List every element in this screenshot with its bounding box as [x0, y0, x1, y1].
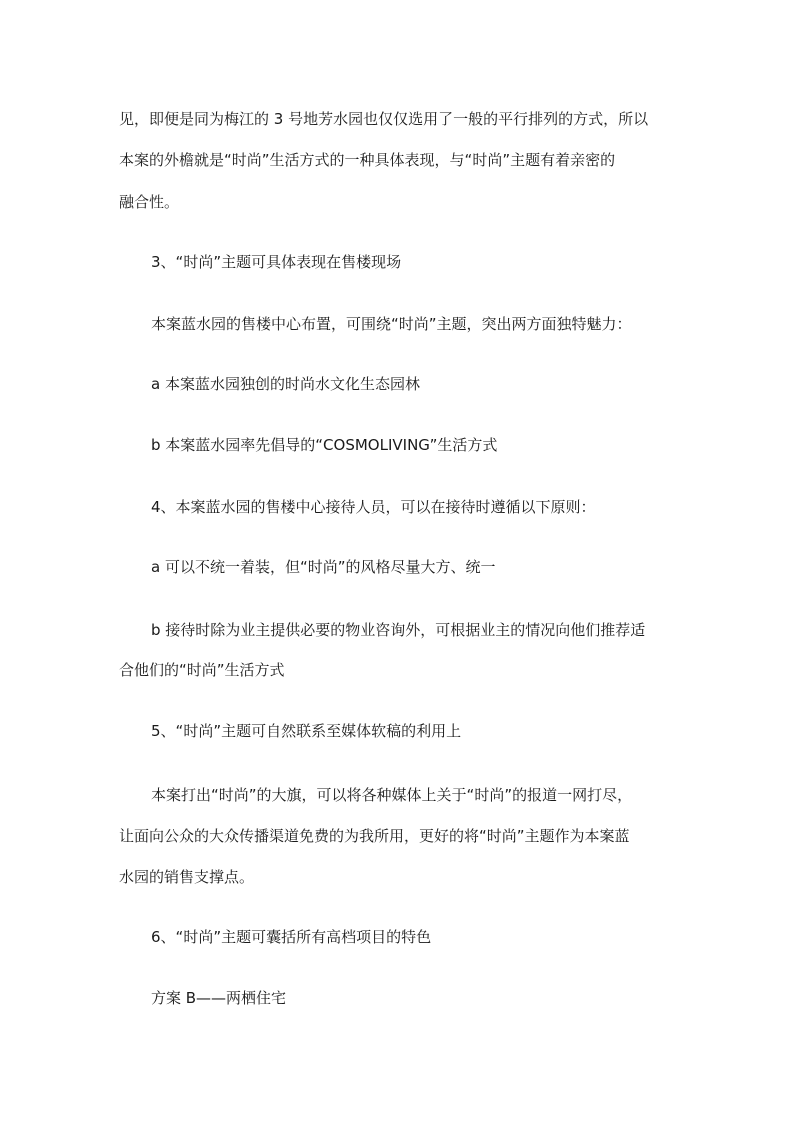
list-item: b 本案蓝水园率先倡导的“COSMOLIVING”生活方式 — [151, 436, 498, 454]
paragraph-line: 本案蓝水园的售楼中心布置，可围绕“时尚”主题，突出两方面独特魅力： — [151, 315, 632, 333]
section-heading: 6、“时尚”主题可囊括所有高档项目的特色 — [151, 928, 432, 946]
paragraph-line: 融合性。 — [119, 193, 180, 211]
paragraph-line: 水园的销售支撑点。 — [119, 868, 255, 886]
list-item-continuation: 合他们的“时尚”生活方式 — [119, 661, 285, 679]
section-heading: 4、本案蓝水园的售楼中心接待人员，可以在接待时遵循以下原则： — [151, 498, 596, 516]
section-heading: 方案 B——两栖住宅 — [151, 989, 287, 1007]
list-item: a 本案蓝水园独创的时尚水文化生态园林 — [151, 375, 420, 393]
paragraph-line: 让面向公众的大众传播渠道免费的为我所用，更好的将“时尚”主题作为本案蓝 — [119, 827, 630, 845]
section-heading: 3、“时尚”主题可具体表现在售楼现场 — [151, 253, 402, 271]
list-item: b 接待时除为业主提供必要的物业咨询外，可根据业主的情况向他们推荐适 — [151, 621, 646, 639]
list-item: a 可以不统一着装，但“时尚”的风格尽量大方、统一 — [151, 558, 496, 576]
section-heading: 5、“时尚”主题可自然联系至媒体软稿的利用上 — [151, 722, 462, 740]
paragraph-line: 见，即便是同为梅江的 3 号地芳水园也仅仅选用了一般的平行排列的方式，所以 — [119, 110, 649, 128]
paragraph-line: 本案的外檐就是“时尚”生活方式的一种具体表现，与“时尚”主题有着亲密的 — [119, 151, 616, 169]
paragraph-line: 本案打出“时尚”的大旗，可以将各种媒体上关于“时尚”的报道一网打尽， — [151, 786, 633, 804]
